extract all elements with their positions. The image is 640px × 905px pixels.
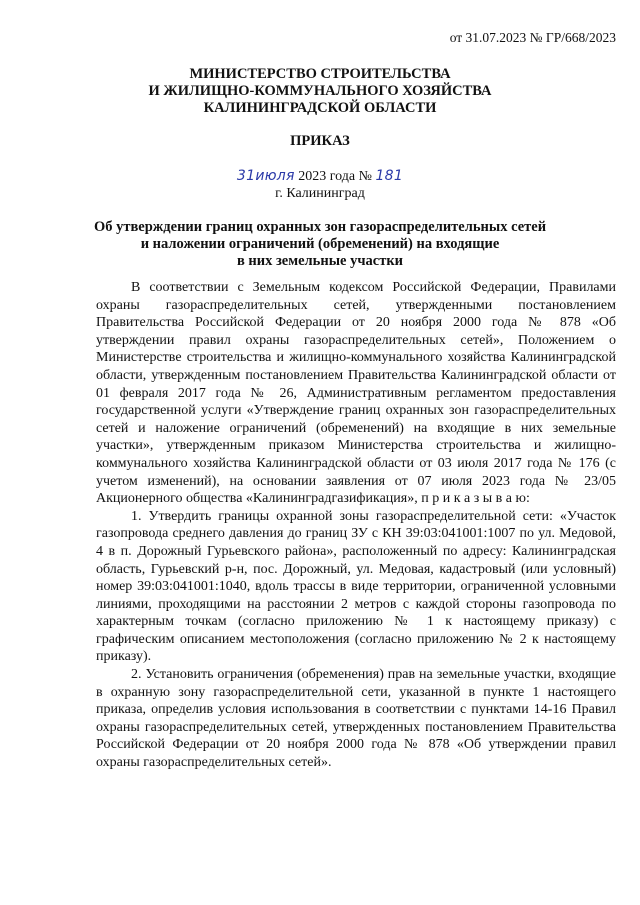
subject-line-3: в них земельные участки	[236, 253, 404, 269]
ministry-line-3: КАЛИНИНГРАДСКОЙ ОБЛАСТИ	[203, 100, 437, 116]
printed-year-number: 2023 года №	[298, 169, 372, 184]
clause-1-paragraph: 1. Утвердить границы охранной зоны газораспределительной сети: «Участок газопровода среднего давления до границ ЗУ с КН 39:03:041001:1007 по ул. Медовой, 4 в п. Дорожный Гурьевского района», расположенный по адресу: Калининградская область, Гурьевский р-н, пос. Дорожный, ул. Медовая, кадастровый (или условный) номер 39:03:041001:1040, вдоль трассы в виде территории, ограниченной условными линиями, проходящими на расстоянии 2 метров с каждой стороны газопровода по характерным точкам (согласно приложению № 1 к настоящему приказу) с графическим описанием местоположения (согласно приложению № 2 к настоящему приказу).	[96, 508, 616, 665]
clause-2-paragraph: 2. Установить ограничения (обременения) прав на земельные участки, входящие в охранную зону газораспределительной сети, указанной в пункте 1 настоящего приказа, определив условия использования в соответствии с пунктами 14-16 Правил охраны газораспределительных сетей, утвержденных постановлением Правительства Российской Федерации от 20 ноября 2000 года № 878 «Об утверждении правил охраны газораспределительных сетей».	[96, 667, 616, 771]
order-date-line	[0, 168, 640, 185]
subject-line-1: Об утверждении границ охранных зон газораспределительных сетей	[93, 219, 547, 235]
order-subject	[0, 219, 640, 270]
order-body	[96, 279, 616, 772]
handwritten-date: 31июля	[236, 168, 295, 184]
ministry-heading	[0, 66, 640, 117]
preamble-paragraph: В соответствии с Земельным кодексом Российской Федерации, Правилами охраны газораспределительных сетей, утвержденными постановлением Правительства Российской Федерации от 20 ноября 2000 года № 878 «Об утверждении правил охраны газораспределительных сетей», Положением о Министерстве строительства и жилищно-коммунального хозяйства Калининградской области, утвержденным постановлением Правительства Калининградской области от 01 февраля 2017 года № 26, Административным регламентом предоставления государственной услуги «Утверждение границ охранных зон газораспределительных сетей и наложение ограничений (обременений) на входящие в них земельные участки», утвержденным приказом Министерства строительства и жилищно-коммунального хозяйства Калининградской области от 03 июля 2017 года № 176 (с учетом изменений), на основании заявления от 07 июля 2023 года № 23/05 Акционерного общества «Калининградгазификация», п р и к а з ы в а ю:	[96, 280, 616, 507]
subject-line-2: и наложении ограничений (обременений) на входящие	[140, 236, 500, 252]
city-name: г. Калининград	[275, 186, 365, 201]
order-title: ПРИКАЗ	[290, 133, 350, 149]
ministry-line-1: МИНИСТЕРСТВО СТРОИТЕЛЬСТВА	[189, 66, 451, 82]
handwritten-number: 181	[375, 168, 404, 184]
registration-number: от 31.07.2023 № ГР/668/2023	[449, 30, 616, 45]
ministry-line-2: И ЖИЛИЩНО-КОММУНАЛЬНОГО ХОЗЯЙСТВА	[148, 83, 492, 99]
